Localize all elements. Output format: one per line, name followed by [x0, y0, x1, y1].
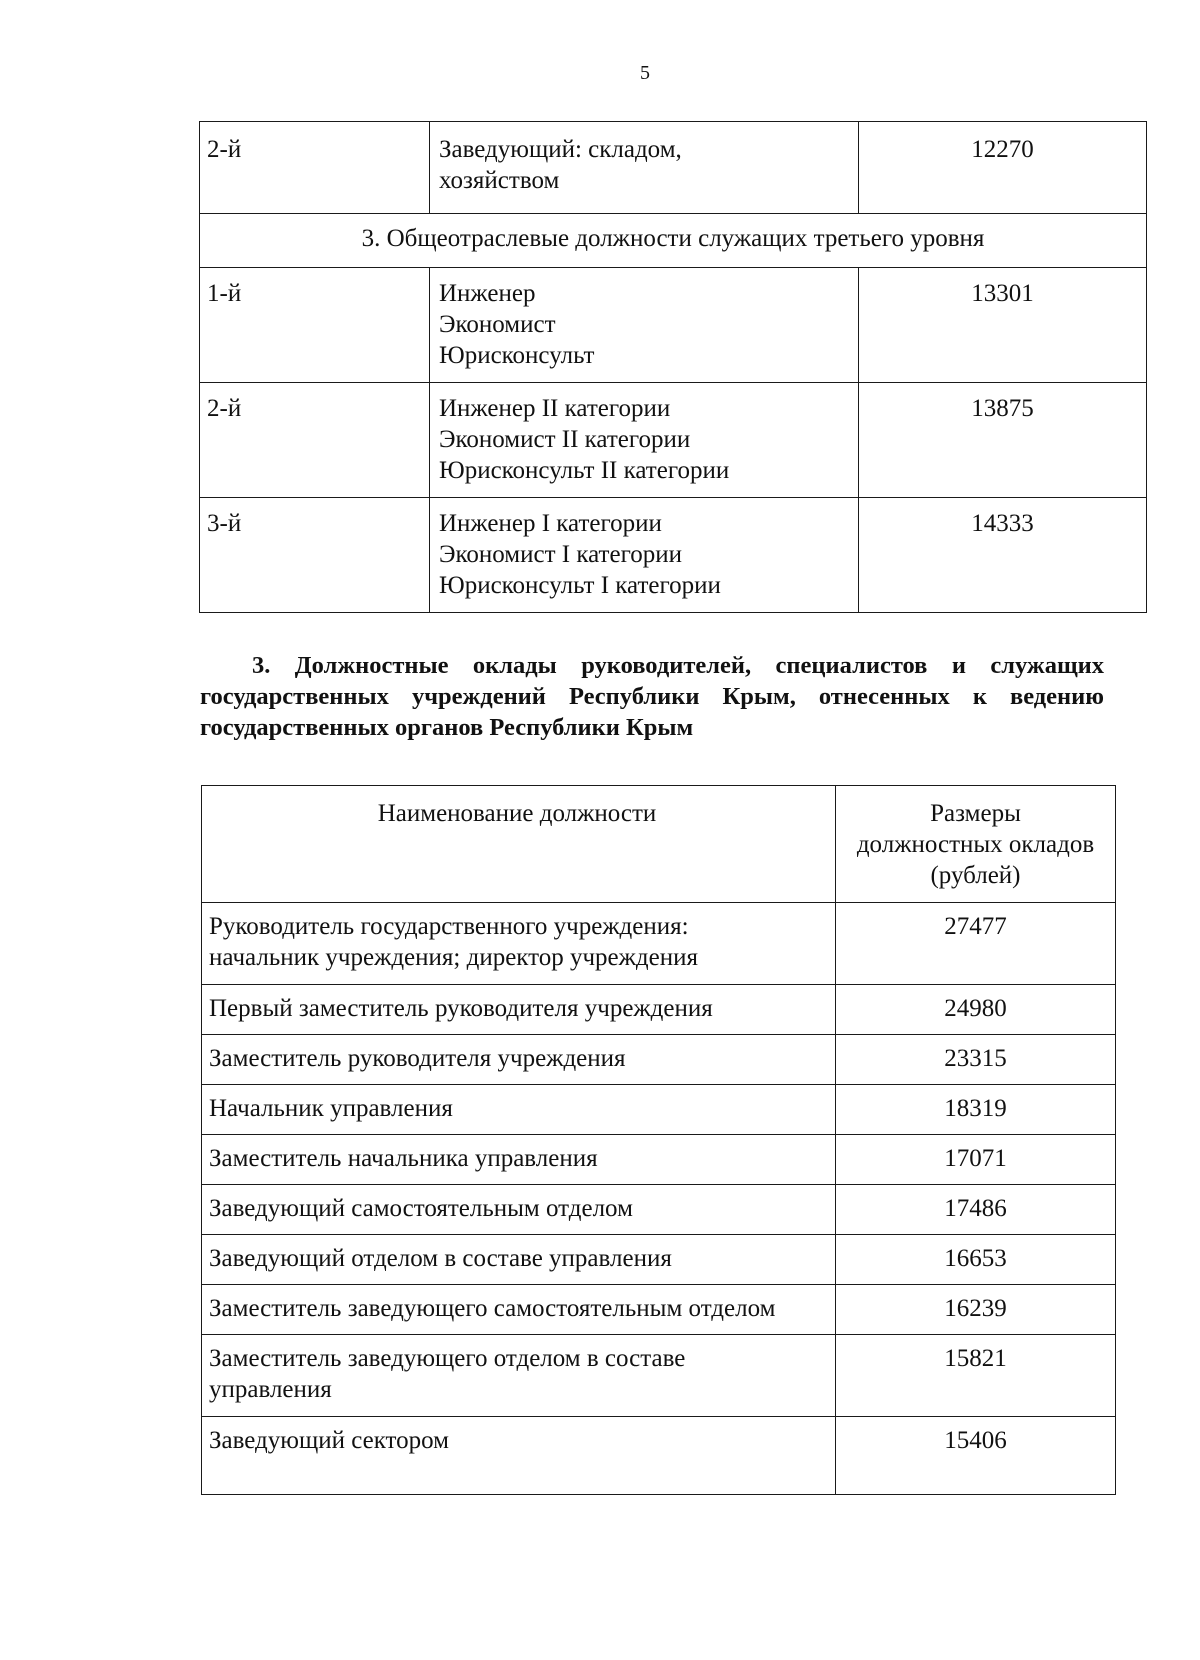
table-row: [202, 1135, 1116, 1185]
page-number: 5: [640, 62, 650, 84]
salary-value: 18319: [836, 1085, 1116, 1135]
section-title: 3. Общеотраслевые должности служащих третьего уровня: [200, 214, 1147, 268]
salary-value: 24980: [836, 985, 1116, 1035]
position-names: [430, 268, 859, 383]
salary-value: 12270: [859, 122, 1147, 214]
salary-value: 15406: [836, 1417, 1116, 1495]
salary-value: 16239: [836, 1285, 1116, 1335]
qualification-level: 2-й: [200, 383, 430, 498]
table-row: [200, 122, 1147, 214]
table-row: [202, 1335, 1116, 1417]
salary-value: 17486: [836, 1185, 1116, 1235]
position-names: [430, 498, 859, 613]
position-name: Заведующий сектором: [202, 1417, 836, 1495]
section-heading: 3. Должностные оклады руководителей, специалистов и служащих государственных учреждений Республики Крым, отнесенных к ведению государственных органов Республики Крым: [200, 652, 1104, 741]
table-row: [200, 498, 1147, 613]
salary-value: 13875: [859, 383, 1147, 498]
position-name: хозяйством: [439, 167, 560, 194]
salary-value: 16653: [836, 1235, 1116, 1285]
position-name: Инженер II категории: [439, 395, 671, 422]
position-name: Начальник управления: [202, 1085, 836, 1135]
position-name: Заведующий: складом,: [439, 136, 682, 163]
position-name: Юрисконсульт II категории: [439, 457, 730, 484]
position-names: [430, 383, 859, 498]
table-row: [202, 985, 1116, 1035]
position-name: Экономист II категории: [439, 426, 691, 453]
position-name: Инженер I категории: [439, 510, 662, 537]
table-row: [200, 383, 1147, 498]
column-header-salary-line: должностных окладов: [856, 831, 1095, 858]
position-name: [202, 903, 836, 985]
column-header-salary-line: (рублей): [930, 862, 1021, 889]
position-name: Юрисконсульт I категории: [439, 572, 721, 599]
table-row: [202, 1085, 1116, 1135]
table-row: [202, 1285, 1116, 1335]
position-name: Экономист I категории: [439, 541, 682, 568]
table-row: [202, 1235, 1116, 1285]
table-row: [202, 1185, 1116, 1235]
position-name: Заведующий самостоятельным отделом: [202, 1185, 836, 1235]
position-name-line: начальник учреждения; директор учреждения: [209, 944, 698, 971]
table-row: [202, 903, 1116, 985]
position-name-line: Руководитель государственного учреждения:: [209, 913, 689, 940]
column-header-salary-line: Размеры: [930, 800, 1021, 827]
salary-value: 13301: [859, 268, 1147, 383]
qualification-level: 3-й: [200, 498, 430, 613]
salary-value: 14333: [859, 498, 1147, 613]
qualification-level: 2-й: [200, 122, 430, 214]
section-title-row: [200, 214, 1147, 268]
salary-value: 27477: [836, 903, 1116, 985]
table-row: [200, 268, 1147, 383]
qualification-level: 1-й: [200, 268, 430, 383]
position-name: [202, 1335, 836, 1417]
position-name: Экономист: [439, 311, 556, 338]
salary-value: 17071: [836, 1135, 1116, 1185]
position-name: Заместитель начальника управления: [202, 1135, 836, 1185]
table-row: [202, 1035, 1116, 1085]
position-name-line: управления: [209, 1376, 332, 1403]
official-salaries-table: [201, 785, 1116, 1495]
position-name-line: Заместитель заведующего отделом в составе: [209, 1345, 686, 1372]
table-row: [202, 1417, 1116, 1495]
salary-value: 23315: [836, 1035, 1116, 1085]
table-header-row: [202, 786, 1116, 903]
position-name: Заведующий отделом в составе управления: [202, 1235, 836, 1285]
position-name: Юрисконсульт: [439, 342, 595, 369]
column-header-position: Наименование должности: [202, 786, 836, 903]
position-name: Заместитель руководителя учреждения: [202, 1035, 836, 1085]
position-names: [430, 122, 859, 214]
position-name: Первый заместитель руководителя учреждения: [202, 985, 836, 1035]
position-name: Заместитель заведующего самостоятельным отделом: [202, 1285, 836, 1335]
salary-value: 15821: [836, 1335, 1116, 1417]
position-name: Инженер: [439, 280, 536, 307]
column-header-salary: [836, 786, 1116, 903]
salary-table-continuation: [199, 121, 1147, 613]
